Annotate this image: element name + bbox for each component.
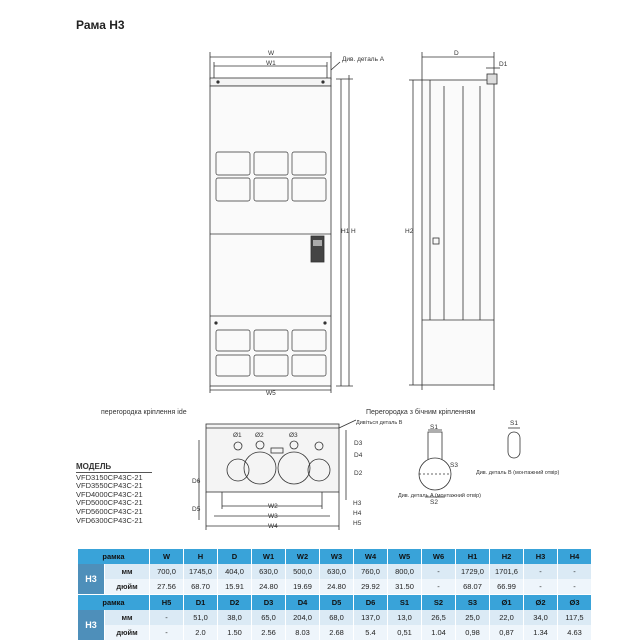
- table-cell: 0,51: [388, 625, 422, 640]
- table-cell: -: [150, 610, 184, 625]
- table-cell: 2.68: [320, 625, 354, 640]
- table-cell: 5.4: [354, 625, 388, 640]
- table-cell: 1729,0: [456, 564, 490, 579]
- table-header-cell: W3: [320, 549, 354, 564]
- table-header-cell: рамка: [78, 549, 150, 564]
- table-row: [78, 579, 592, 594]
- table-header-cell: Ø3: [558, 595, 592, 610]
- table-header-row: [78, 595, 592, 610]
- table-header-cell: D3: [252, 595, 286, 610]
- table-header-cell: H3: [524, 549, 558, 564]
- right-note: Перегородка з бічним кріпленням: [366, 409, 476, 416]
- dim-d6: D6: [192, 478, 201, 485]
- model-item: VFD4000CP43C-21: [76, 489, 143, 499]
- table-header-row: [78, 549, 592, 564]
- dim-phi3: Ø3: [289, 432, 298, 439]
- left-note: перегородка кріплення ide: [101, 409, 187, 416]
- dim-phi2: Ø2: [255, 432, 264, 439]
- dimension-table-1: [78, 549, 592, 594]
- dim-w: W: [268, 50, 275, 57]
- unit-cell: мм: [105, 610, 150, 625]
- see-detail-b: Дивіться деталь B: [356, 420, 403, 426]
- table-cell: -: [524, 579, 558, 594]
- front-view: [210, 52, 353, 393]
- table-cell: 24.80: [252, 579, 286, 594]
- table-cell: 1.50: [218, 625, 252, 640]
- table-cell: 29.92: [354, 579, 388, 594]
- table-cell: 25,0: [456, 610, 490, 625]
- table-cell: 1745,0: [184, 564, 218, 579]
- dim-h1: H1: [341, 228, 350, 235]
- see-detail-b-mount: Див. деталь B (монтажний отвір): [476, 470, 560, 476]
- unit-cell: дюйм: [105, 579, 150, 594]
- table-header-cell: H: [184, 549, 218, 564]
- dim-s2: S2: [430, 499, 438, 506]
- table-cell: 4.63: [558, 625, 592, 640]
- dim-w4: W4: [268, 523, 278, 530]
- table-header-cell: Ø2: [524, 595, 558, 610]
- detail-b: [508, 428, 520, 458]
- table-cell: 26,5: [422, 610, 456, 625]
- table-cell: -: [558, 579, 592, 594]
- dimension-table-2: [78, 595, 592, 640]
- table-cell: 2.0: [184, 625, 218, 640]
- table-cell: 51,0: [184, 610, 218, 625]
- dim-phi1: Ø1: [233, 432, 242, 439]
- table-cell: 22,0: [490, 610, 524, 625]
- dim-d4: D4: [354, 452, 363, 459]
- see-detail-a-mount: Див. деталь A (монтажний отвір): [398, 493, 481, 499]
- dim-w1: W1: [266, 60, 276, 67]
- table-cell: 500,0: [286, 564, 320, 579]
- table-header-cell: W6: [422, 549, 456, 564]
- dim-h2: H2: [405, 228, 414, 235]
- dim-d2: D2: [354, 470, 363, 477]
- table-cell: 34,0: [524, 610, 558, 625]
- table-cell: 1.04: [422, 625, 456, 640]
- table-cell: 68,0: [320, 610, 354, 625]
- table-cell: 1.34: [524, 625, 558, 640]
- frame-cell: H3: [78, 564, 105, 594]
- table-cell: -: [558, 564, 592, 579]
- model-item: VFD5000CP43C-21: [76, 498, 143, 508]
- model-list-header: МОДЕЛЬ: [76, 463, 152, 473]
- table-cell: 1701,6: [490, 564, 524, 579]
- table-header-cell: D4: [286, 595, 320, 610]
- table-header-cell: D1: [184, 595, 218, 610]
- table-cell: 760,0: [354, 564, 388, 579]
- table-cell: 117,5: [558, 610, 592, 625]
- dim-d: D: [454, 50, 459, 57]
- table-cell: -: [422, 579, 456, 594]
- table-header-cell: W5: [388, 549, 422, 564]
- dim-h3: H3: [353, 500, 362, 507]
- table-cell: 0,98: [456, 625, 490, 640]
- table-cell: 66.99: [490, 579, 524, 594]
- model-item: VFD6300CP43C-21: [76, 515, 143, 525]
- dim-d3: D3: [354, 440, 363, 447]
- table-row: [78, 625, 592, 640]
- table-cell: 8.03: [286, 625, 320, 640]
- dim-s1-b: S1: [510, 420, 518, 427]
- table-header-cell: D6: [354, 595, 388, 610]
- table-row: [78, 564, 592, 579]
- table-cell: 27.56: [150, 579, 184, 594]
- table-header-cell: D: [218, 549, 252, 564]
- table-cell: 68.07: [456, 579, 490, 594]
- table-cell: 404,0: [218, 564, 252, 579]
- table-cell: 68.70: [184, 579, 218, 594]
- table-cell: 630,0: [252, 564, 286, 579]
- dim-d5: D5: [192, 506, 201, 513]
- dim-s1-a: S1: [430, 424, 438, 431]
- table-header-cell: S3: [456, 595, 490, 610]
- dim-w2: W2: [268, 503, 278, 510]
- table-header-cell: W2: [286, 549, 320, 564]
- table-cell: 65,0: [252, 610, 286, 625]
- table-cell: 38,0: [218, 610, 252, 625]
- table-header-cell: S1: [388, 595, 422, 610]
- page-title: Рама H3: [76, 18, 125, 32]
- table-cell: 0,87: [490, 625, 524, 640]
- table-cell: 19.69: [286, 579, 320, 594]
- table-cell: 137,0: [354, 610, 388, 625]
- model-list: [76, 463, 152, 525]
- detail-a: [419, 430, 451, 497]
- table-header-cell: S2: [422, 595, 456, 610]
- detail-a-ref: Див. деталь A: [342, 56, 385, 63]
- dim-w3: W3: [268, 513, 278, 520]
- frame-cell: H3: [78, 610, 105, 640]
- unit-cell: дюйм: [105, 625, 150, 640]
- unit-cell: мм: [105, 564, 150, 579]
- dim-d1: D1: [499, 61, 508, 68]
- dim-s3: S3: [450, 462, 458, 469]
- table-row: [78, 610, 592, 625]
- table-cell: 15.91: [218, 579, 252, 594]
- table-cell: 204,0: [286, 610, 320, 625]
- table-cell: 800,0: [388, 564, 422, 579]
- table-cell: 700,0: [150, 564, 184, 579]
- table-header-cell: W1: [252, 549, 286, 564]
- table-cell: -: [524, 564, 558, 579]
- table-header-cell: D5: [320, 595, 354, 610]
- table-cell: 31.50: [388, 579, 422, 594]
- table-header-cell: W: [150, 549, 184, 564]
- table-header-cell: рамка: [78, 595, 150, 610]
- table-header-cell: Ø1: [490, 595, 524, 610]
- table-header-cell: D2: [218, 595, 252, 610]
- table-cell: 24.80: [320, 579, 354, 594]
- side-view: [409, 52, 500, 390]
- table-header-cell: H4: [558, 549, 592, 564]
- table-cell: 630,0: [320, 564, 354, 579]
- table-header-cell: W4: [354, 549, 388, 564]
- dim-h5: H5: [353, 520, 362, 527]
- table-header-cell: H1: [456, 549, 490, 564]
- table-cell: 2.56: [252, 625, 286, 640]
- model-item: VFD5600CP43C-21: [76, 506, 143, 516]
- model-item: VFD3150CP43C-21: [76, 472, 143, 482]
- table-cell: -: [150, 625, 184, 640]
- model-item: VFD3550CP43C-21: [76, 481, 143, 491]
- table-header-cell: H2: [490, 549, 524, 564]
- dim-h4: H4: [353, 510, 362, 517]
- table-header-cell: H5: [150, 595, 184, 610]
- dim-w5: W5: [266, 390, 276, 397]
- table-cell: 13,0: [388, 610, 422, 625]
- dim-h: H: [351, 228, 356, 235]
- table-cell: -: [422, 564, 456, 579]
